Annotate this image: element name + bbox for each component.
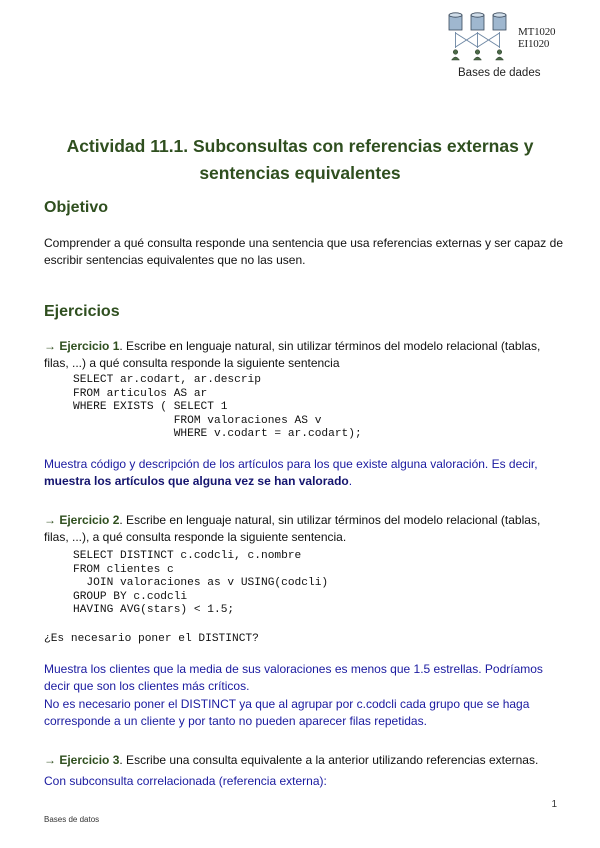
ejercicio-2-question: ¿Es necesario poner el DISTINCT? <box>44 633 259 645</box>
logo-code-ei: EI1020 <box>518 38 550 50</box>
ejercicio-3-statement <box>44 752 564 769</box>
ejercicios-heading: Ejercicios <box>44 303 120 320</box>
page-title-line1: Actividad 11.1. Subconsultas con referencias externas y <box>66 136 534 156</box>
ejercicio-2-label: Ejercicio 2 <box>59 513 120 527</box>
ejercicio-1-answer-end: . <box>348 474 353 488</box>
footer-text: Bases de datos <box>44 815 100 824</box>
ejercicio-2-answer-1: Muestra los clientes que la media de sus valoraciones es menos que 1.5 estrellas. Podríamos decir que son los clientes más críticos. <box>44 662 543 693</box>
ejercicio-3-text: . Escribe una consulta equivalente a la anterior utilizando referencias externas. <box>119 753 539 767</box>
ejercicio-2-statement <box>44 512 564 546</box>
ejercicio-2-code: SELECT DISTINCT c.codcli, c.nombre FROM clientes c JOIN valoraciones as v USING(codcli) GROUP BY c.codcli HAVING AVG(stars) < 1.5; <box>73 550 329 617</box>
page-title <box>20 133 580 187</box>
arrow-icon: → <box>44 339 56 353</box>
logo <box>446 12 586 84</box>
database-network-icon <box>446 12 518 64</box>
logo-code-mt: MT1020 <box>518 26 556 38</box>
objetivo-heading: Objetivo <box>44 199 109 216</box>
ejercicio-3-answer: Con subconsulta correlacionada (referencia externa): <box>44 774 327 788</box>
ejercicio-1-text: . Escribe en lenguaje natural, sin utilizar términos del modelo relacional (tablas, filas, ...) a qué consulta responde la siguiente sentencia <box>44 339 541 370</box>
ejercicio-1-statement <box>44 338 564 372</box>
ejercicio-2-text: . Escribe en lenguaje natural, sin utilizar términos del modelo relacional (tablas, filas, ...), a qué consulta responde la siguiente sentencia. <box>44 513 541 544</box>
arrow-icon: → <box>44 753 56 767</box>
ejercicio-2-answer-2: No es necesario poner el DISTINCT ya que al agrupar por c.codcli cada grupo que se haga corresponde a un cliente y por tanto no pueden aparecer filas repetidas. <box>44 697 530 728</box>
ejercicio-1-code: SELECT ar.codart, ar.descrip FROM articulos AS ar WHERE EXISTS ( SELECT 1 FROM valoraciones AS v WHERE v.codart = ar.codart); <box>73 374 362 441</box>
page-title-line2: sentencias equivalentes <box>199 163 401 183</box>
ejercicio-3-label: Ejercicio 3 <box>59 753 120 767</box>
ejercicio-1-answer-text: Muestra código y descripción de los artículos para los que existe alguna valoración. Es decir, <box>44 457 538 471</box>
arrow-icon: → <box>44 513 56 527</box>
logo-caption: Bases de dades <box>458 67 541 79</box>
ejercicio-1-answer <box>44 456 564 490</box>
ejercicio-1-answer-bold: muestra los artículos que alguna vez se han valorado <box>44 474 349 488</box>
objetivo-text: Comprender a qué consulta responde una sentencia que usa referencias externas y ser capaz de escribir sentencias equivalentes que no las usen. <box>44 236 563 267</box>
ejercicio-1-label: Ejercicio 1 <box>59 339 120 353</box>
page-number: 1 <box>551 799 557 810</box>
